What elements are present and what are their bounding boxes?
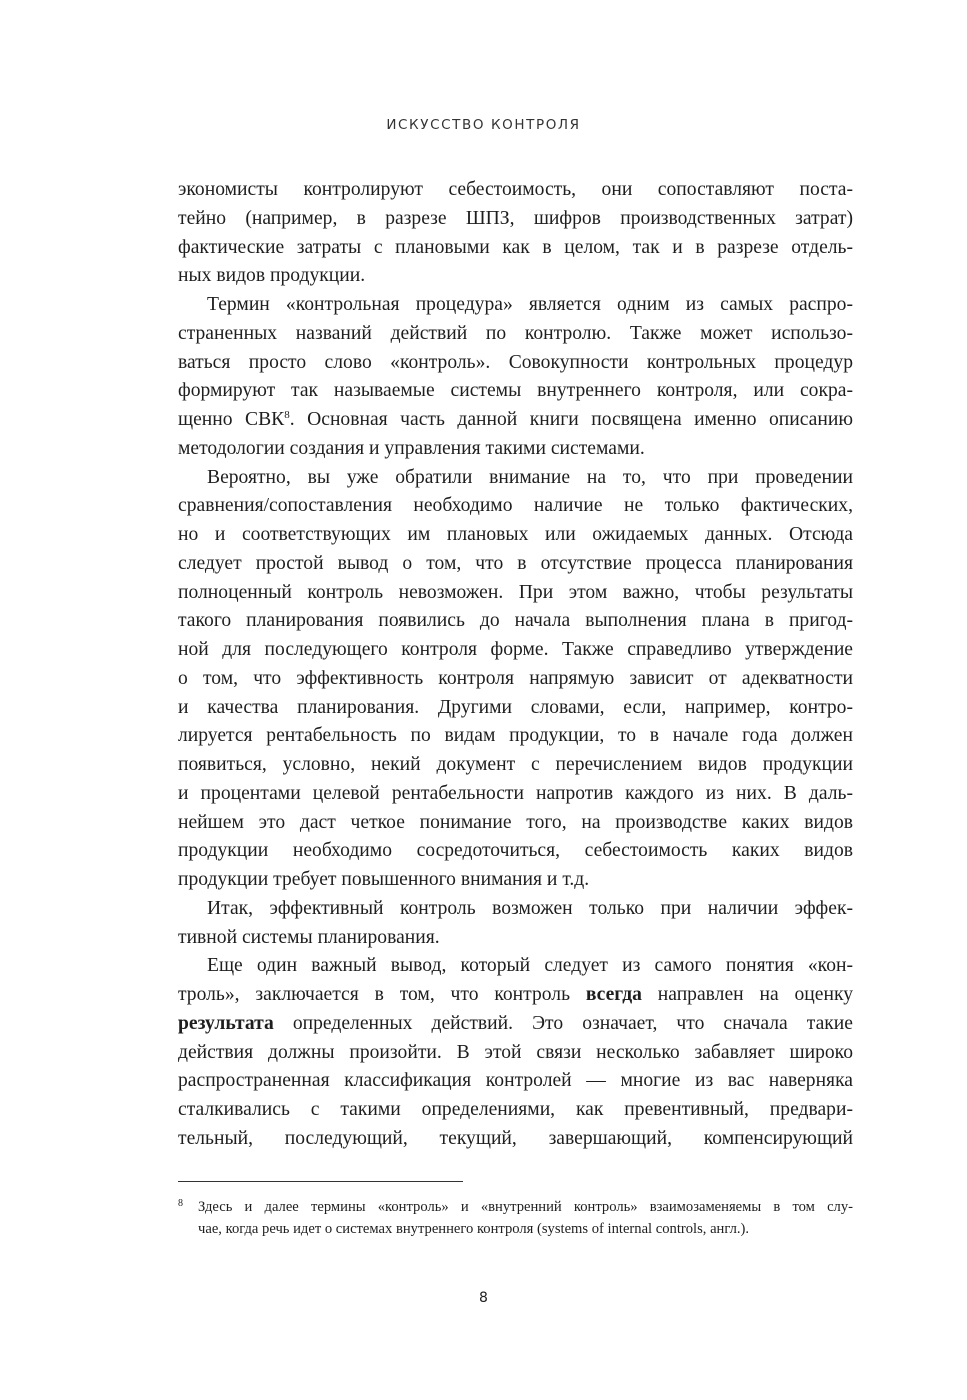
text-span: сравнения/сопоставления необходимо наличие не только фактических, bbox=[178, 495, 853, 517]
text-span: о том, что эффективность контроля напрямую зависит от адекватности bbox=[178, 667, 853, 689]
bold-text: результата bbox=[178, 1012, 274, 1034]
text-span: нейшем это даст четкое понимание того, на производстве каких видов bbox=[178, 811, 853, 833]
text-line bbox=[178, 837, 853, 866]
footnote bbox=[178, 1196, 853, 1240]
text-line bbox=[178, 780, 853, 809]
text-line bbox=[178, 349, 853, 378]
running-header: ИСКУССТВО КОНТРОЛЯ bbox=[386, 117, 581, 133]
footnote-number: 8 bbox=[178, 1198, 183, 1209]
text-line bbox=[178, 320, 853, 349]
footnote-line: чае, когда речь идет о системах внутреннего контроля (systems of internal controls, англ.). bbox=[198, 1221, 750, 1237]
text-line bbox=[178, 1010, 853, 1039]
text-line bbox=[178, 694, 853, 723]
text-line bbox=[178, 665, 853, 694]
footnote-divider bbox=[178, 1181, 463, 1182]
text-span: фактические затраты с плановыми как в целом, так и в разрезе отдель- bbox=[178, 236, 853, 258]
text-line bbox=[178, 492, 853, 521]
body-text bbox=[178, 176, 853, 1154]
text-span: продукции необходимо сосредоточиться, себестоимость каких видов bbox=[178, 840, 853, 862]
text-span: и процентами целевой рентабельности напротив каждого из них. В даль- bbox=[178, 782, 853, 804]
text-span: формируют так называемые системы внутреннего контроля, или сокра- bbox=[178, 380, 853, 402]
text-line bbox=[178, 866, 853, 895]
text-line bbox=[178, 809, 853, 838]
text-span: Вероятно, вы уже обратили внимание на то, что при проведении bbox=[207, 466, 853, 488]
text-line bbox=[178, 464, 853, 493]
text-span: тивной системы планирования. bbox=[178, 926, 440, 948]
text-line bbox=[178, 636, 853, 665]
text-line bbox=[178, 607, 853, 636]
text-span: появиться, условно, некий документ с перечислением видов продукции bbox=[178, 754, 853, 775]
text-span: такого планирования появились до начала выполнения плана в пригод- bbox=[178, 610, 853, 632]
text-line bbox=[178, 550, 853, 579]
text-line bbox=[178, 406, 853, 435]
text-line bbox=[178, 1125, 853, 1154]
text-span: продукции требует повышенного внимания и т.д. bbox=[178, 869, 590, 890]
text-line bbox=[178, 1096, 853, 1125]
text-span: ных видов продукции. bbox=[178, 265, 366, 287]
page-number: 8 bbox=[479, 1290, 488, 1306]
footnote-line: Здесь и далее термины «контроль» и «внутренний контроль» взаимозаменяемы в том слу- bbox=[198, 1199, 853, 1215]
text-line bbox=[178, 952, 853, 981]
text-span: троль», заключается в том, что контроль bbox=[178, 984, 586, 1005]
text-span: направлен на оценку bbox=[641, 984, 853, 1005]
text-span: . Основная часть данной книги посвящена именно описанию bbox=[289, 409, 853, 430]
text-span: тейно (например, в разрезе ШПЗ, шифров производственных затрат) bbox=[178, 207, 853, 229]
text-span: методологии создания и управления такими системами. bbox=[178, 437, 645, 459]
text-line bbox=[178, 1067, 853, 1096]
text-line bbox=[178, 751, 853, 780]
text-span: следует простой вывод о том, что в отсутствие процесса планирования bbox=[178, 552, 853, 574]
text-span: ной для последующего контроля форме. Также справедливо утверждение bbox=[178, 639, 853, 660]
text-line bbox=[178, 176, 853, 205]
text-span: полноценный контроль невозможен. При этом важно, чтобы результаты bbox=[178, 581, 853, 603]
text-line bbox=[178, 291, 853, 320]
text-span: тельный, последующий, текущий, завершающий, компенсирующий bbox=[178, 1127, 853, 1149]
text-line bbox=[178, 981, 853, 1010]
text-span: но и соответствующих им плановых или ожидаемых данных. Отсюда bbox=[178, 524, 853, 545]
text-span: лируется рентабельность по видам продукции, то в начале года должен bbox=[178, 725, 853, 747]
text-line bbox=[178, 435, 853, 464]
text-span: ваться просто слово «контроль». Совокупности контрольных процедур bbox=[178, 351, 853, 373]
text-span: и качества планирования. Другими словами, если, например, контро- bbox=[178, 696, 853, 718]
text-span: Итак, эффективный контроль возможен только при наличии эффек- bbox=[207, 897, 853, 919]
text-line bbox=[178, 262, 853, 291]
footnote-reference: 8 bbox=[284, 409, 290, 421]
text-line bbox=[178, 579, 853, 608]
text-line bbox=[178, 722, 853, 751]
text-span: Еще один важный вывод, который следует из самого понятия «кон- bbox=[207, 955, 853, 977]
text-line bbox=[178, 377, 853, 406]
text-line bbox=[178, 521, 853, 550]
text-span: действия должны произойти. В этой связи несколько забавляет широко bbox=[178, 1041, 853, 1063]
text-span: распространенная классификация контролей — многие из вас наверняка bbox=[178, 1070, 853, 1092]
text-span: Термин «контрольная процедура» является одним из самых распро- bbox=[207, 294, 853, 315]
text-line bbox=[178, 205, 853, 234]
text-line bbox=[178, 234, 853, 263]
text-line bbox=[178, 1039, 853, 1068]
bold-text: всегда bbox=[585, 984, 642, 1005]
text-span: сталкивались с такими определениями, как превентивный, предвари- bbox=[178, 1099, 853, 1120]
text-span: экономисты контролируют себестоимость, они сопоставляют поста- bbox=[178, 179, 853, 200]
text-span: определенных действий. Это означает, что сначала такие bbox=[273, 1012, 853, 1034]
text-line bbox=[178, 895, 853, 924]
text-span: щенно СВК bbox=[178, 409, 285, 430]
text-line bbox=[178, 924, 853, 953]
text-span: страненных названий действий по контролю. Также может использо- bbox=[178, 322, 853, 344]
